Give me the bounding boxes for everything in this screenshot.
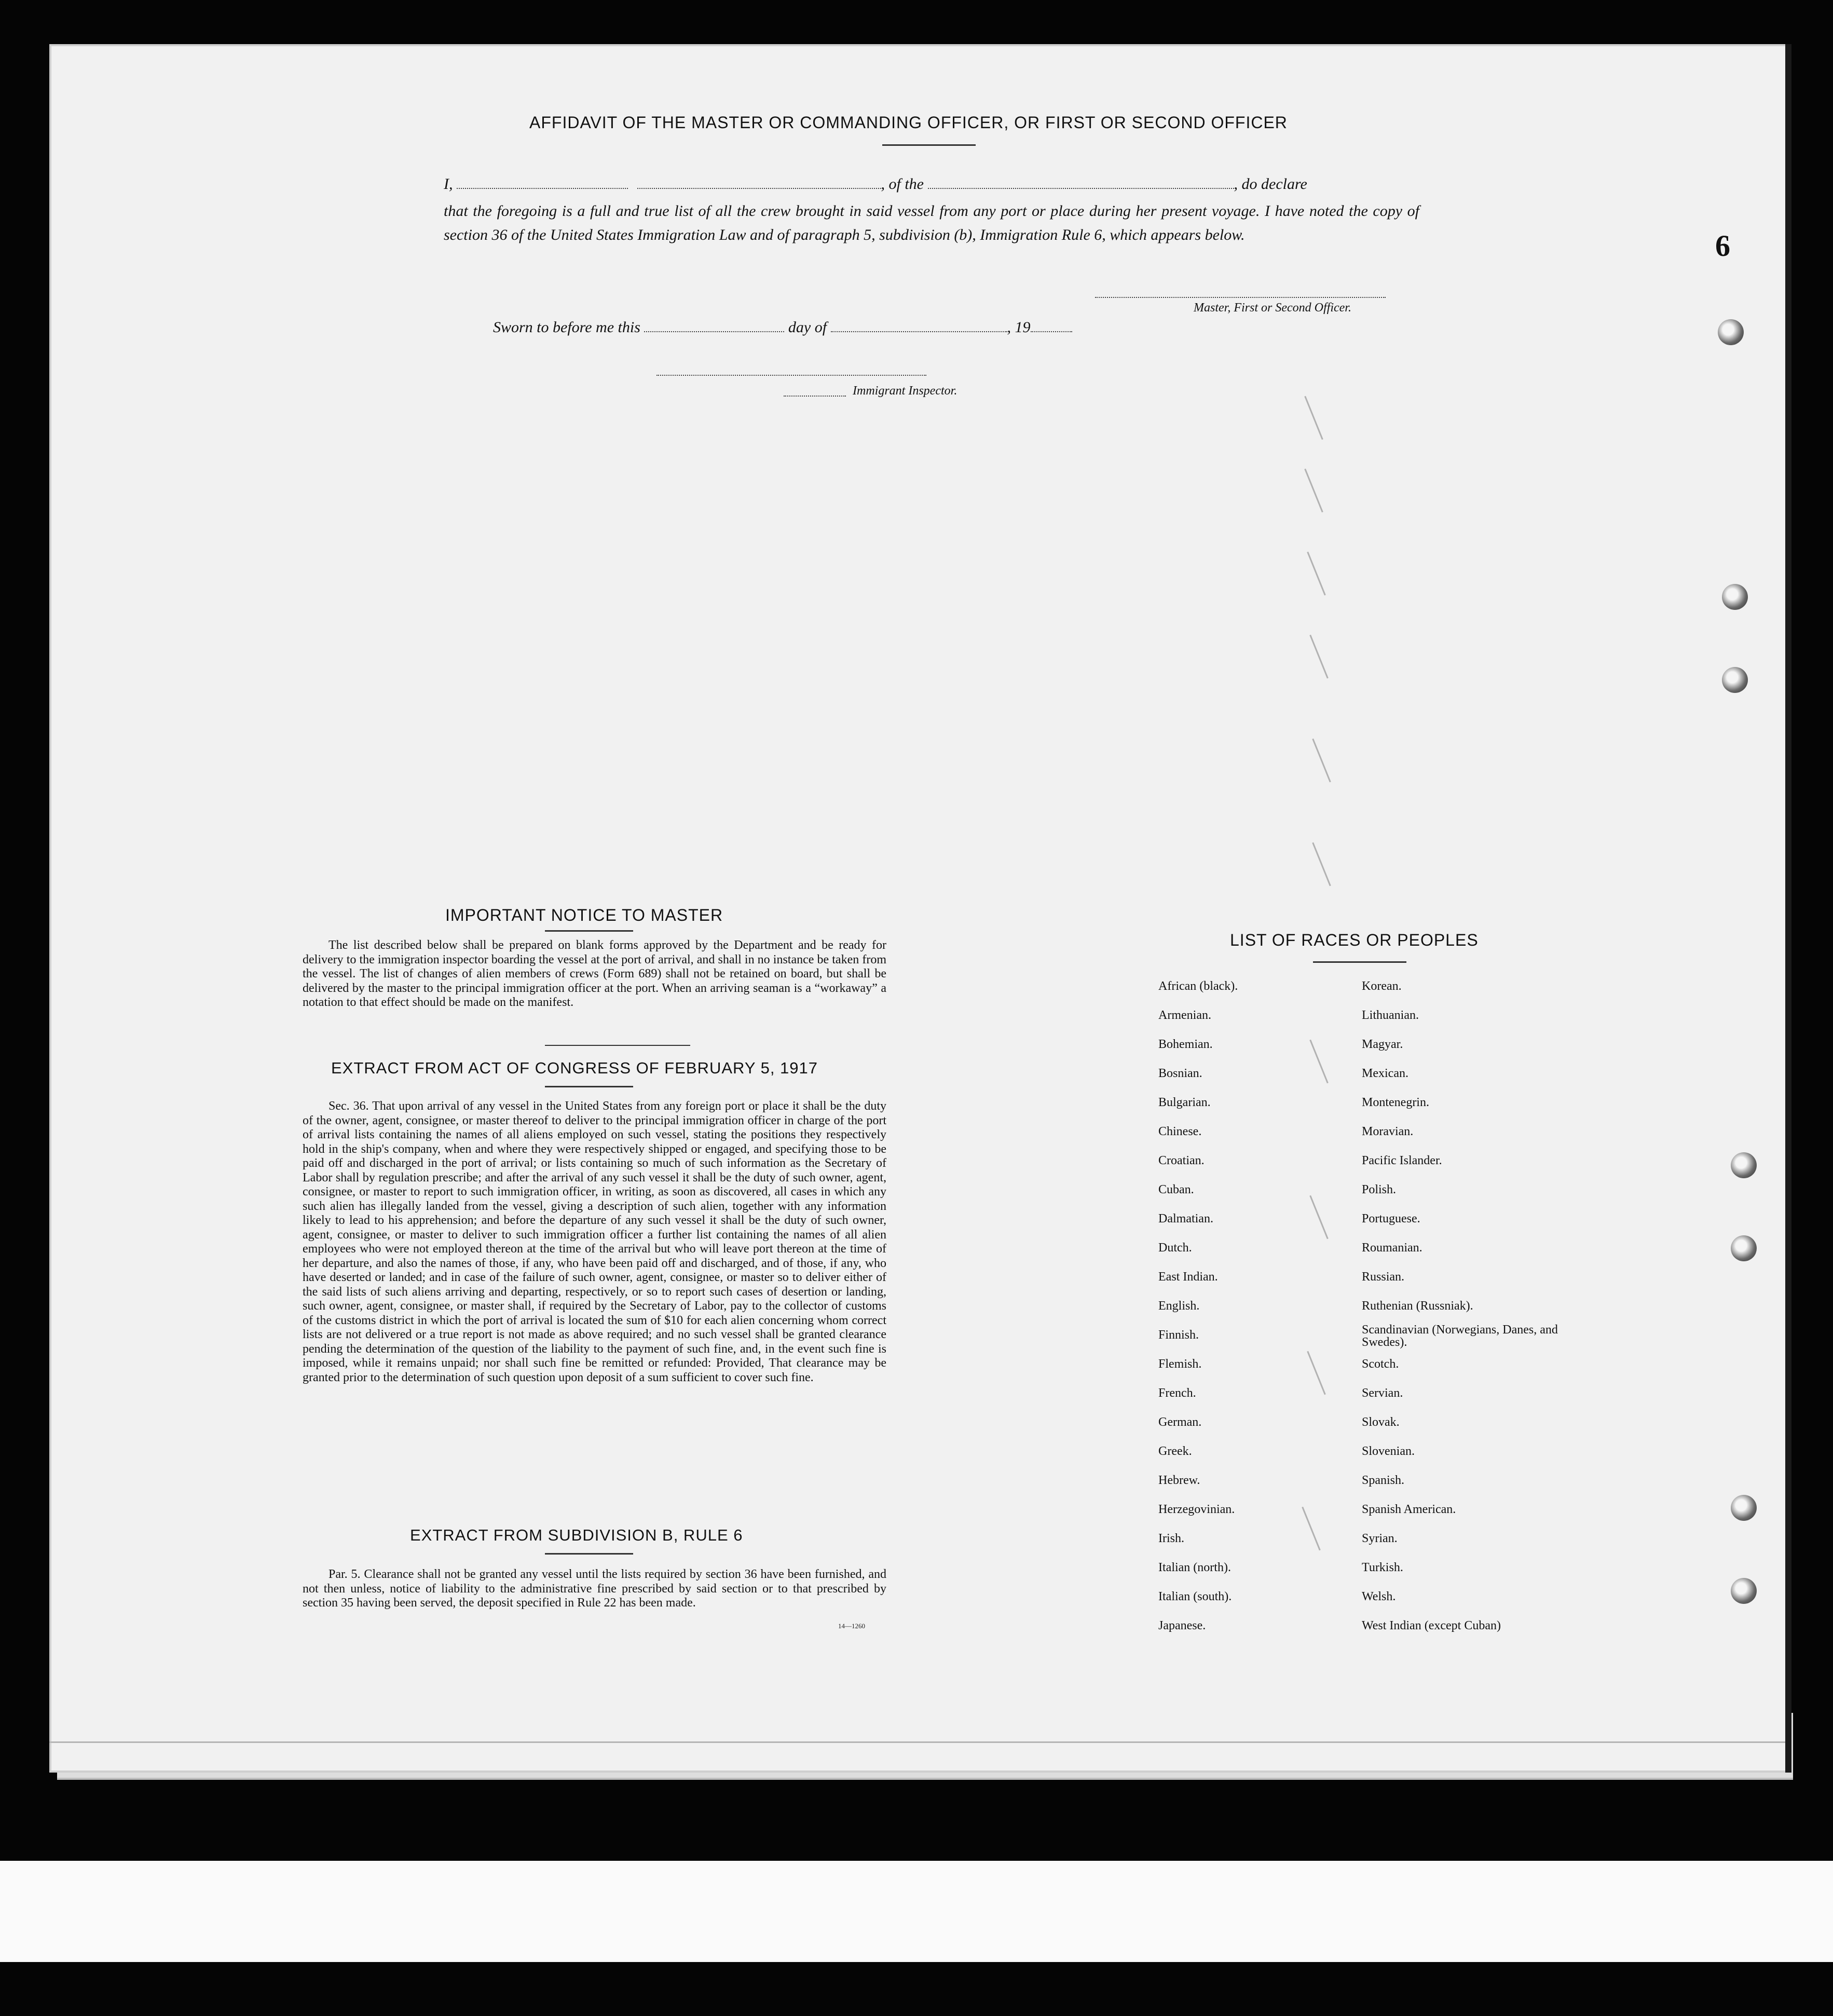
- scan-bottom-band: [0, 1861, 1833, 1962]
- race-item: Chinese.: [1158, 1125, 1202, 1138]
- affidavit-body: that the foregoing is a full and true list of all the crew brought in said vessel from any port or place during her present voyage. I have noted the copy of section 36 of the United States Immigration Law and of paragraph 5, subdivision (b), Immigration Rule 6, which appears below.: [444, 202, 1419, 243]
- race-item: Portuguese.: [1362, 1212, 1420, 1225]
- extract-act-body: Sec. 36. That upon arrival of any vessel in the United States from any foreign port or place it shall be the duty of the owner, agent, consignee, or master thereof to deliver to the principal immigration officer in charge of the port of arrival lists containing the names of all aliens employed on such vessel, stating the positions they respectively hold in the ship's company, when and where they were respectively shipped or engaged, and specifying those to be paid off and discharged in the port of arrival; or lists containing so much of such information as the Secretary of Labor shall by regulation prescribe; and after the arrival of any such vessel it shall be the duty of such owner, agent, consignee, or master to report to such immigration officer, in writing, as soon as discovered, all cases in which any such alien has illegally landed from the vessel, giving a description of such alien, together with any information likely to lead to his apprehension; and before the departure of any such vessel it shall be the duty of such owner, agent, consignee, or master to deliver to such immigration officer a further list containing the names of all alien employees who were not employed thereon at the time of the arrival but who will leave port thereon at the time of her departure, and also the names of those, if any, who have been paid off and discharged, and of those, if any, who have deserted or landed; and in case of the failure of such owner, agent, consignee, or master so to deliver either of the said lists of such aliens arriving and departing, respectively, or so to report such cases of desertion or landing, such owner, agent, consignee, or master shall, if required by the Secretary of Labor, pay to the collector of customs of the customs district in which the port of arrival is located the sum of $10 for each alien concerning whom correct lists are not delivered or a true report is not made as above required; and no such vessel shall be granted clearance pending the determination of the question of the liability to the payment of such fine, and, in the event such fine is imposed, while it remains unpaid; nor shall such fine be remitted or refunded: Provided, That clearance may be granted prior to the determination of such question upon deposit of a sum sufficient to cover such fine.: [303, 1099, 886, 1384]
- inspector-prefix-line: [784, 396, 846, 397]
- page-number-mark: 6: [1715, 229, 1730, 263]
- sworn-day-label: day of: [788, 319, 827, 336]
- sworn-year-label: , 19: [1007, 319, 1031, 336]
- sworn-line: [493, 319, 1072, 336]
- race-item: Flemish.: [1158, 1357, 1202, 1371]
- sworn-prefix: Sworn to before me this: [493, 319, 640, 336]
- extract-rule-title: EXTRACT FROM SUBDIVISION B, RULE 6: [410, 1526, 743, 1544]
- race-item: Korean.: [1362, 979, 1402, 993]
- scanner-frame-edge: [1785, 44, 1791, 1773]
- race-item: Scandinavian (Norwegians, Danes, and Swedes).: [1362, 1323, 1558, 1349]
- race-item: French.: [1158, 1386, 1196, 1400]
- extract-rule-body: Par. 5. Clearance shall not be granted any vessel until the lists required by section 36 have been furnished, and not then unless, notice of liability to the administrative fine prescribed by said section or to that prescribed by section 35 having been served, the deposit specified in Rule 22 has been made.: [303, 1568, 886, 1610]
- binder-hole: [1731, 1152, 1757, 1178]
- race-item: Pacific Islander.: [1362, 1154, 1442, 1167]
- race-item: Scotch.: [1362, 1357, 1399, 1371]
- race-item: Slovak.: [1362, 1415, 1400, 1429]
- race-item: Italian (south).: [1158, 1590, 1232, 1603]
- declarant-prefix: I,: [444, 175, 453, 193]
- race-item: Welsh.: [1362, 1590, 1396, 1603]
- race-item: Armenian.: [1158, 1009, 1211, 1022]
- race-item: Slovenian.: [1362, 1445, 1415, 1458]
- notice-separator: [545, 1045, 690, 1046]
- inspector-signature-line[interactable]: [656, 375, 926, 376]
- race-item: Bohemian.: [1158, 1038, 1213, 1051]
- extract-act-title: EXTRACT FROM ACT OF CONGRESS OF FEBRUARY 5, 1917: [331, 1059, 818, 1077]
- race-item: Polish.: [1362, 1183, 1397, 1196]
- race-item: East Indian.: [1158, 1270, 1218, 1284]
- binder-hole: [1722, 667, 1748, 693]
- races-title: LIST OF RACES OR PEOPLES: [1230, 931, 1479, 949]
- race-item: Cuban.: [1158, 1183, 1194, 1196]
- inspector-signature-label: Immigrant Inspector.: [853, 384, 957, 398]
- race-item: Croatian.: [1158, 1154, 1205, 1167]
- race-item: Lithuanian.: [1362, 1009, 1419, 1022]
- extract-rule-rule: [545, 1553, 633, 1555]
- of-the-text: , of the: [881, 175, 924, 193]
- race-item: Magyar.: [1362, 1038, 1403, 1051]
- race-item: Spanish.: [1362, 1474, 1405, 1487]
- race-item: West Indian (except Cuban): [1362, 1619, 1501, 1632]
- race-item: German.: [1158, 1415, 1202, 1429]
- declarant-title-field[interactable]: [637, 176, 881, 189]
- race-item: Bulgarian.: [1158, 1096, 1211, 1109]
- binder-hole: [1731, 1495, 1757, 1521]
- race-item: Finnish.: [1158, 1328, 1199, 1342]
- master-signature-line[interactable]: [1095, 297, 1386, 298]
- master-signature-label: Master, First or Second Officer.: [1194, 301, 1351, 315]
- race-item: African (black).: [1158, 979, 1238, 993]
- race-item: Irish.: [1158, 1532, 1184, 1545]
- race-item: Ruthenian (Russniak).: [1362, 1299, 1473, 1313]
- race-item: Bosnian.: [1158, 1067, 1202, 1080]
- binder-hole: [1722, 584, 1748, 610]
- binder-hole: [1731, 1235, 1757, 1261]
- race-item: Japanese.: [1158, 1619, 1206, 1632]
- race-item: Servian.: [1362, 1386, 1403, 1400]
- race-item: Hebrew.: [1158, 1474, 1200, 1487]
- notice-rule: [545, 930, 633, 932]
- race-item: Roumanian.: [1362, 1241, 1422, 1255]
- do-declare-text: , do declare: [1234, 175, 1307, 193]
- race-item: Italian (north).: [1158, 1561, 1231, 1574]
- race-item: Syrian.: [1362, 1532, 1398, 1545]
- race-item: Herzegovinian.: [1158, 1503, 1235, 1516]
- affidavit-declaration-line: [444, 175, 1307, 193]
- sworn-year-field[interactable]: [1031, 320, 1072, 332]
- sheet-fold-line: [49, 1741, 1788, 1743]
- binder-hole: [1718, 319, 1744, 345]
- race-item: Mexican.: [1362, 1067, 1408, 1080]
- binder-hole: [1731, 1578, 1757, 1604]
- form-sheet: [49, 44, 1788, 1773]
- race-item: Spanish American.: [1362, 1503, 1456, 1516]
- sworn-month-field[interactable]: [831, 320, 1007, 332]
- race-item: Montenegrin.: [1362, 1096, 1429, 1109]
- race-item: Dalmatian.: [1158, 1212, 1213, 1225]
- race-item: Dutch.: [1158, 1241, 1192, 1255]
- race-item: Greek.: [1158, 1445, 1192, 1458]
- extract-act-rule: [545, 1086, 633, 1087]
- sworn-day-field[interactable]: [644, 320, 784, 332]
- notice-body: The list described below shall be prepared on blank forms approved by the Department and be ready for delivery to the immigration inspector boarding the vessel at the port of arrival, and shall in no instance be taken from the vessel. The list of changes of alien members of crews (Form 689) shall not be retained on board, but shall be delivered by the master to the principal immigration officer at the port. When an arriving seaman is a “workaway” a notation to that effect should be made on the manifest.: [303, 938, 886, 1009]
- title-rule: [882, 144, 976, 146]
- affidavit-title: AFFIDAVIT OF THE MASTER OR COMMANDING OFFICER, OR FIRST OR SECOND OFFICER: [529, 113, 1288, 132]
- races-rule: [1313, 961, 1406, 963]
- race-item: English.: [1158, 1299, 1200, 1313]
- race-item: Russian.: [1362, 1270, 1405, 1284]
- race-item: Moravian.: [1362, 1125, 1414, 1138]
- declarant-name-field[interactable]: [457, 176, 628, 189]
- race-item: Turkish.: [1362, 1561, 1403, 1574]
- notice-title: IMPORTANT NOTICE TO MASTER: [445, 906, 723, 924]
- form-number: 14—1260: [838, 1622, 865, 1630]
- vessel-name-field[interactable]: [928, 176, 1234, 189]
